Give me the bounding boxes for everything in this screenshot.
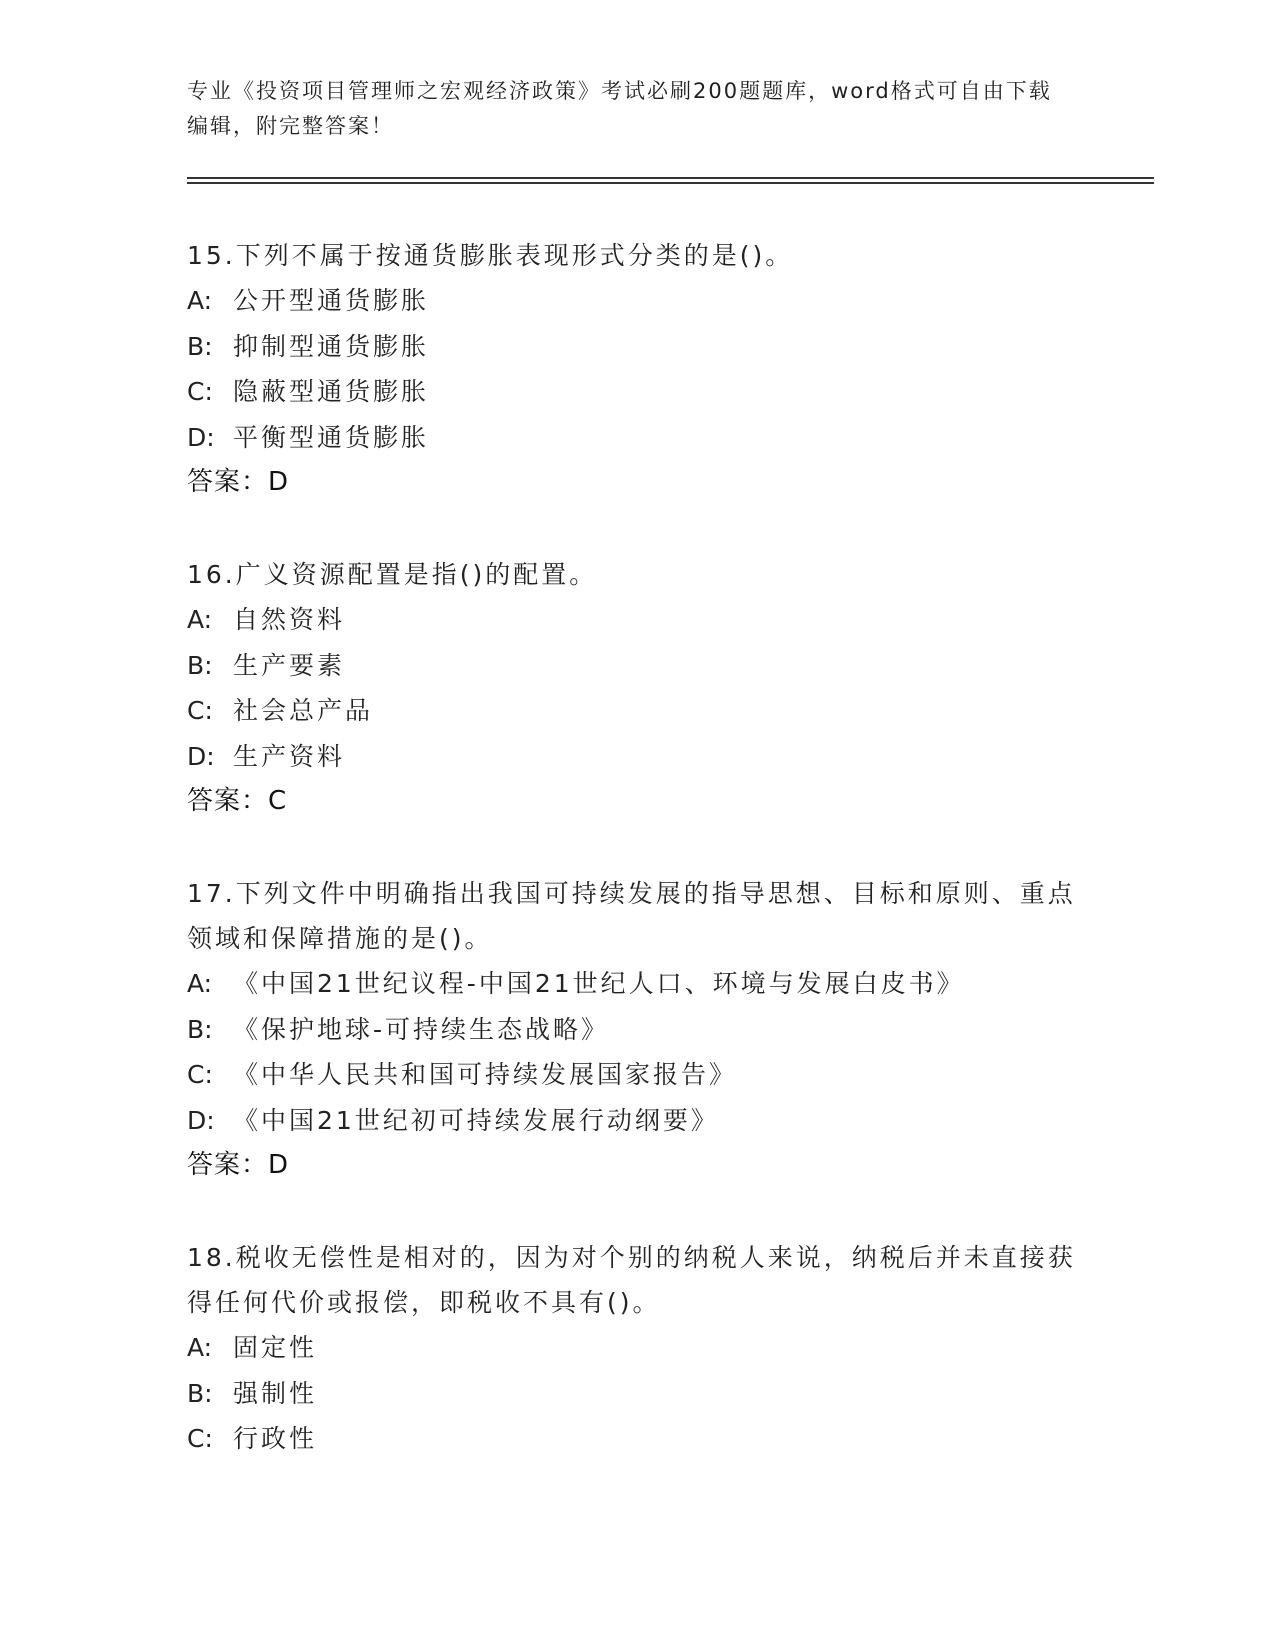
option-b — [187, 1007, 1087, 1053]
header-divider-top — [187, 177, 1154, 179]
option-a — [187, 961, 1087, 1007]
option-letter: D: — [187, 1105, 215, 1135]
option-d — [187, 1098, 1087, 1144]
question-stem: 17.下列文件中明确指出我国可持续发展的指导思想、目标和原则、重点领域和保障措施的是()。 — [187, 879, 1076, 953]
option-text: 《中华人民共和国可持续发展国家报告》 — [233, 1060, 738, 1089]
option-letter: B: — [187, 1378, 213, 1408]
question-18 — [187, 1235, 1087, 1462]
option-a — [187, 278, 1087, 324]
option-letter: A: — [187, 969, 213, 998]
option-text: 固定性 — [233, 1333, 318, 1362]
option-letter: A: — [187, 1333, 213, 1362]
option-letter: A: — [187, 286, 213, 315]
option-text: 生产要素 — [233, 650, 346, 680]
option-text: 强制性 — [233, 1378, 318, 1408]
option-a — [187, 597, 1087, 643]
option-d — [187, 415, 1087, 461]
question-stem: 18.税收无偿性是相对的，因为对个别的纳税人来说，纳税后并未直接获得任何代价或报偿，即税收不具有()。 — [187, 1243, 1076, 1317]
option-letter: A: — [187, 605, 213, 634]
option-c — [187, 688, 1087, 734]
question-17 — [187, 871, 1087, 1188]
option-b — [187, 1371, 1087, 1417]
option-text: 行政性 — [233, 1424, 318, 1453]
question-16 — [187, 552, 1087, 824]
option-c — [187, 1416, 1087, 1462]
option-letter: B: — [187, 331, 213, 361]
header-divider-bottom — [187, 182, 1154, 184]
answer-line: 答案：D — [187, 1150, 290, 1180]
option-c — [187, 369, 1087, 415]
option-letter: C: — [187, 696, 213, 725]
option-text: 隐蔽型通货膨胀 — [233, 377, 430, 406]
option-text: 抑制型通货膨胀 — [233, 331, 430, 361]
option-text: 生产资料 — [233, 741, 346, 771]
option-b — [187, 643, 1087, 689]
answer-line: 答案：C — [187, 786, 288, 816]
option-letter: C: — [187, 1060, 213, 1089]
option-text: 公开型通货膨胀 — [233, 286, 430, 315]
option-letter: C: — [187, 377, 213, 406]
option-letter: C: — [187, 1424, 213, 1453]
option-letter: D: — [187, 741, 215, 771]
answer-line: 答案：D — [187, 467, 290, 497]
option-text: 《中国21世纪议程-中国21世纪人口、环境与发展白皮书》 — [233, 969, 965, 998]
option-text: 平衡型通货膨胀 — [233, 422, 430, 452]
option-letter: B: — [187, 1014, 213, 1044]
document-header: 专业《投资项目管理师之宏观经济政策》考试必刷200题题库，word格式可自由下载编辑，附完整答案！ — [187, 79, 1052, 138]
question-15 — [187, 233, 1087, 505]
option-text: 《保护地球-可持续生态战略》 — [233, 1014, 610, 1044]
option-letter: D: — [187, 422, 215, 452]
option-d — [187, 734, 1087, 780]
option-letter: B: — [187, 650, 213, 680]
option-b — [187, 324, 1087, 370]
option-text: 社会总产品 — [233, 696, 374, 725]
question-stem: 16.广义资源配置是指()的配置。 — [187, 560, 598, 589]
option-a — [187, 1325, 1087, 1371]
option-text: 《中国21世纪初可持续发展行动纲要》 — [233, 1105, 719, 1135]
option-c — [187, 1052, 1087, 1098]
option-text: 自然资料 — [233, 605, 346, 634]
question-stem: 15.下列不属于按通货膨胀表现形式分类的是()。 — [187, 241, 794, 270]
